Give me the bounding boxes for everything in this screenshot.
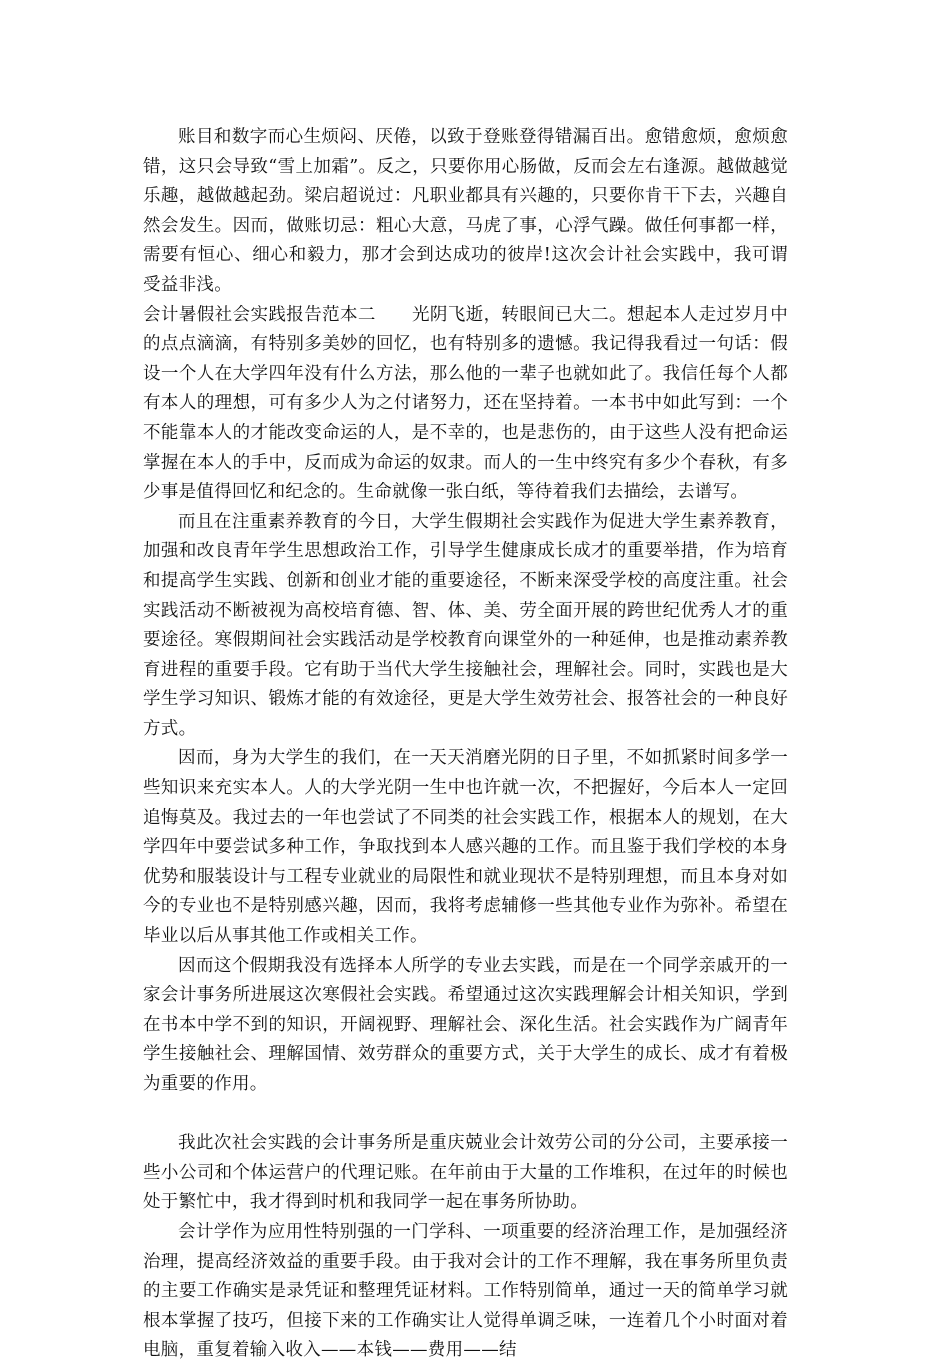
paragraph-2: 而且在注重素养教育的今日，大学生假期社会实践作为促进大学生素养教育，加强和改良青年学生思想政治工作，引导学生健康成长成才的重要举措，作为培育和提高学生实践、创新和创业才能的重要途径，不断来深受学校的高度注重。社会实践活动不断被视为高校培育德、智、体、美、劳全面开展的跨世纪优秀人才的重要途径。寒假期间社会实践活动是学校教育向课堂外的一种延伸，也是推动素养教育进程的重要手段。它有助于当代大学生接触社会，理解社会。同时，实践也是大学生学习知识、锻炼才能的有效途径，更是大学生效劳社会、报答社会的一种良好方式。 <box>143 511 788 739</box>
section-title: 会计暑假社会实践报告范本二 <box>143 304 376 325</box>
paragraph-5: 我此次社会实践的会计事务所是重庆兢业会计效劳公司的分公司，主要承接一些小公司和个体运营户的代理记账。在年前由于大量的工作堆积，在过年的时候也处于繁忙中，我才得到时机和我同学一起在事务所协助。 <box>143 1133 788 1213</box>
document-body <box>143 123 788 1366</box>
paragraph-3: 因而，身为大学生的我们，在一天天消磨光阴的日子里，不如抓紧时间多学一些知识来充实本人。人的大学光阴一生中也许就一次，不把握好，今后本人一定回追悔莫及。我过去的一年也尝试了不同类的社会实践工作，根据本人的规划，在大学四年中要尝试多种工作，争取找到本人感兴趣的工作。而且鉴于我们学校的本身优势和服装设计与工程专业就业的局限性和就业现状不是特别理想，而且本身对如今的专业也不是特别感兴趣，因而，我将考虑辅修一些其他专业作为弥补。希望在毕业以后从事其他工作或相关工作。 <box>143 748 788 947</box>
section-intro-text: 光阴飞逝，转眼间已大二。想起本人走过岁月中的点点滴滴，有特别多美妙的回忆，也有特别多的遗憾。我记得我看过一句话：假设一个人在大学四年没有什么方法，那么他的一辈子也就如此了。我信任每个人都有本人的理想，可有多少人为之付诸努力，还在坚持着。一本书中如此写到：一个不能靠本人的才能改变命运的人，是不幸的，也是悲伤的，由于这些人没有把命运掌握在本人的手中，反而成为命运的奴隶。而人的一生中终究有多少个春秋，有多少事是值得回忆和纪念的。生命就像一张白纸，等待着我们去描绘，去谱写。 <box>143 304 788 503</box>
paragraph-4: 因而这个假期我没有选择本人所学的专业去实践，而是在一个同学亲戚开的一家会计事务所进展这次寒假社会实践。希望通过这次实践理解会计相关知识，学到在书本中学不到的知识，开阔视野、理解社会、深化生活。社会实践作为广阔青年学生接触社会、理解国情、效劳群众的重要方式，关于大学生的成长、成才有着极为重要的作用。 <box>143 955 788 1094</box>
paragraph-6: 会计学作为应用性特别强的一门学科、一项重要的经济治理工作，是加强经济治理，提高经济效益的重要手段。由于我对会计的工作不理解，我在事务所里负责的主要工作确实是录凭证和整理凭证材料。工作特别简单，通过一天的简单学习就根本掌握了技巧，但接下来的工作确实让人觉得单调乏味，一连着几个小时面对着电脑，重复着输入收入——本钱——费用——结 <box>143 1221 788 1361</box>
paragraph-1: 账目和数字而心生烦闷、厌倦，以致于登账登得错漏百出。愈错愈烦，愈烦愈错，这只会导致“雪上加霜”。反之，只要你用心肠做，反而会左右逢源。越做越觉乐趣，越做越起劲。梁启超说过：凡职业都具有兴趣的，只要你肯干下去，兴趣自然会发生。因而，做账切忌：粗心大意，马虎了事，心浮气躁。做任何事都一样，需要有恒心、细心和毅力，那才会到达成功的彼岸!这次会计社会实践中，我可谓受益非浅。 <box>143 127 788 295</box>
section-heading-paragraph <box>143 301 788 508</box>
blank-line <box>143 1100 788 1130</box>
